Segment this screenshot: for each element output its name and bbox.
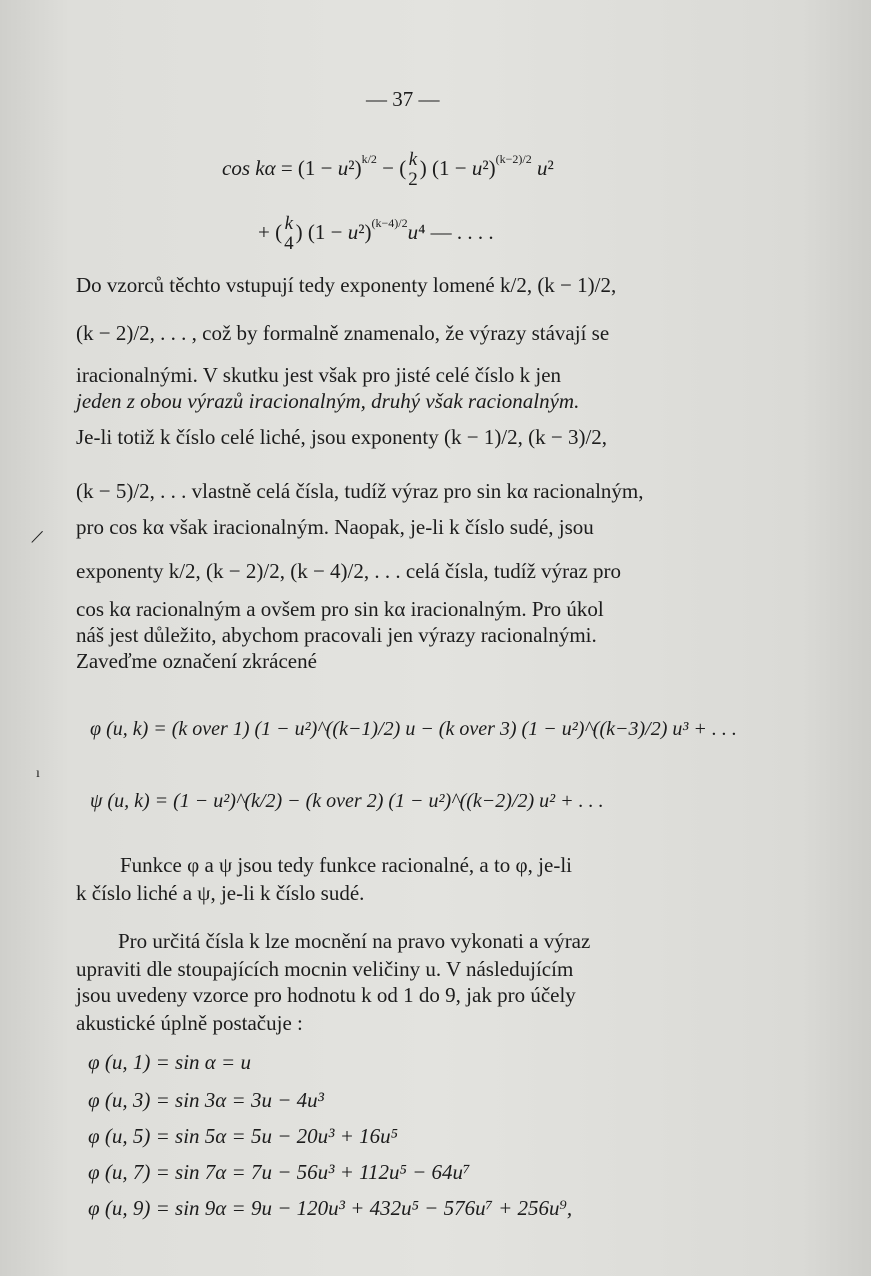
para3-line: akustické úplně postačuje :: [76, 1011, 303, 1035]
para1-line: Je-li totiž k číslo celé liché, jsou exponenty (k − 1)/2, (k − 3)/2,: [76, 425, 608, 449]
para3-line: jsou uvedeny vzorce pro hodnotu k od 1 do 9, jak pro účely: [76, 983, 576, 1007]
para1-line: jeden z obou výrazů iracionalným, druhý však racionalným.: [76, 389, 580, 413]
formula-row: φ (u, 5) = sin 5α = 5u − 20u³ + 16u⁵: [88, 1124, 398, 1148]
para1-line: (k − 5)/2, . . . vlastně celá čísla, tudíž výraz pro sin kα racionalným,: [76, 479, 644, 503]
para1-line: Do vzorců těchto vstupují tedy exponenty lomené k/2, (k − 1)/2,: [76, 273, 617, 297]
formula-row: φ (u, 3) = sin 3α = 3u − 4u³: [88, 1088, 324, 1112]
margin-tick-mark: /: [29, 523, 46, 550]
para1-line: Zaveďme označení zkrácené: [76, 649, 317, 673]
formula-row: φ (u, 1) = sin α = u: [88, 1050, 251, 1074]
para2-line: Funkce φ a ψ jsou tedy funkce racionalné, a to φ, je-li: [120, 853, 572, 877]
equation-psi: ψ (u, k) = (1 − u²)^(k/2) − (k over 2) (1 − u²)^((k−2)/2) u² + . . .: [90, 790, 604, 812]
para3-line: Pro určitá čísla k lze mocnění na pravo vykonati a výraz: [118, 929, 591, 953]
page-number: — 37 —: [366, 87, 440, 111]
para3-line: upraviti dle stoupajících mocnin veličiny u. V následujícím: [76, 957, 574, 981]
para1-line: náš jest důležito, abychom pracovali jen výrazy racionalnými.: [76, 623, 597, 647]
equation-cos-line1: $\cos k\alpha = (1 - u^2)^{k/2}$ − ( k 2 ) $(1 - u^2)^{(k-2)/2}$ u²: [222, 149, 554, 190]
para1-line: exponenty k/2, (k − 2)/2, (k − 4)/2, . . . celá čísla, tudíž výraz pro: [76, 559, 622, 583]
equation-cos-line2: + ( k 4 ) $(1 - u^2)^{(k-4)/2}u^4$ — . . . .: [258, 213, 494, 254]
para1-line: iracionalnými. V skutku jest však pro jisté celé číslo k jen: [76, 363, 562, 387]
formula-row: φ (u, 7) = sin 7α = 7u − 56u³ + 112u⁵ − 64u⁷: [88, 1160, 471, 1184]
para1-line: (k − 2)/2, . . . , což by formalně znamenalo, že výrazy stávají se: [76, 321, 610, 345]
para2-line: k číslo liché a ψ, je-li k číslo sudé.: [76, 881, 365, 905]
equation-phi: φ (u, k) = (k over 1) (1 − u²)^((k−1)/2) u − (k over 3) (1 − u²)^((k−3)/2) u³ + . . .: [90, 718, 737, 740]
margin-tick-mark: ı: [36, 766, 40, 781]
formula-row: φ (u, 9) = sin 9α = 9u − 120u³ + 432u⁵ − 576u⁷ + 256u⁹,: [88, 1196, 573, 1220]
para1-line: pro cos kα však iracionalným. Naopak, je-li k číslo sudé, jsou: [76, 515, 594, 539]
para1-line: cos kα racionalným a ovšem pro sin kα iracionalným. Pro úkol: [76, 597, 604, 621]
